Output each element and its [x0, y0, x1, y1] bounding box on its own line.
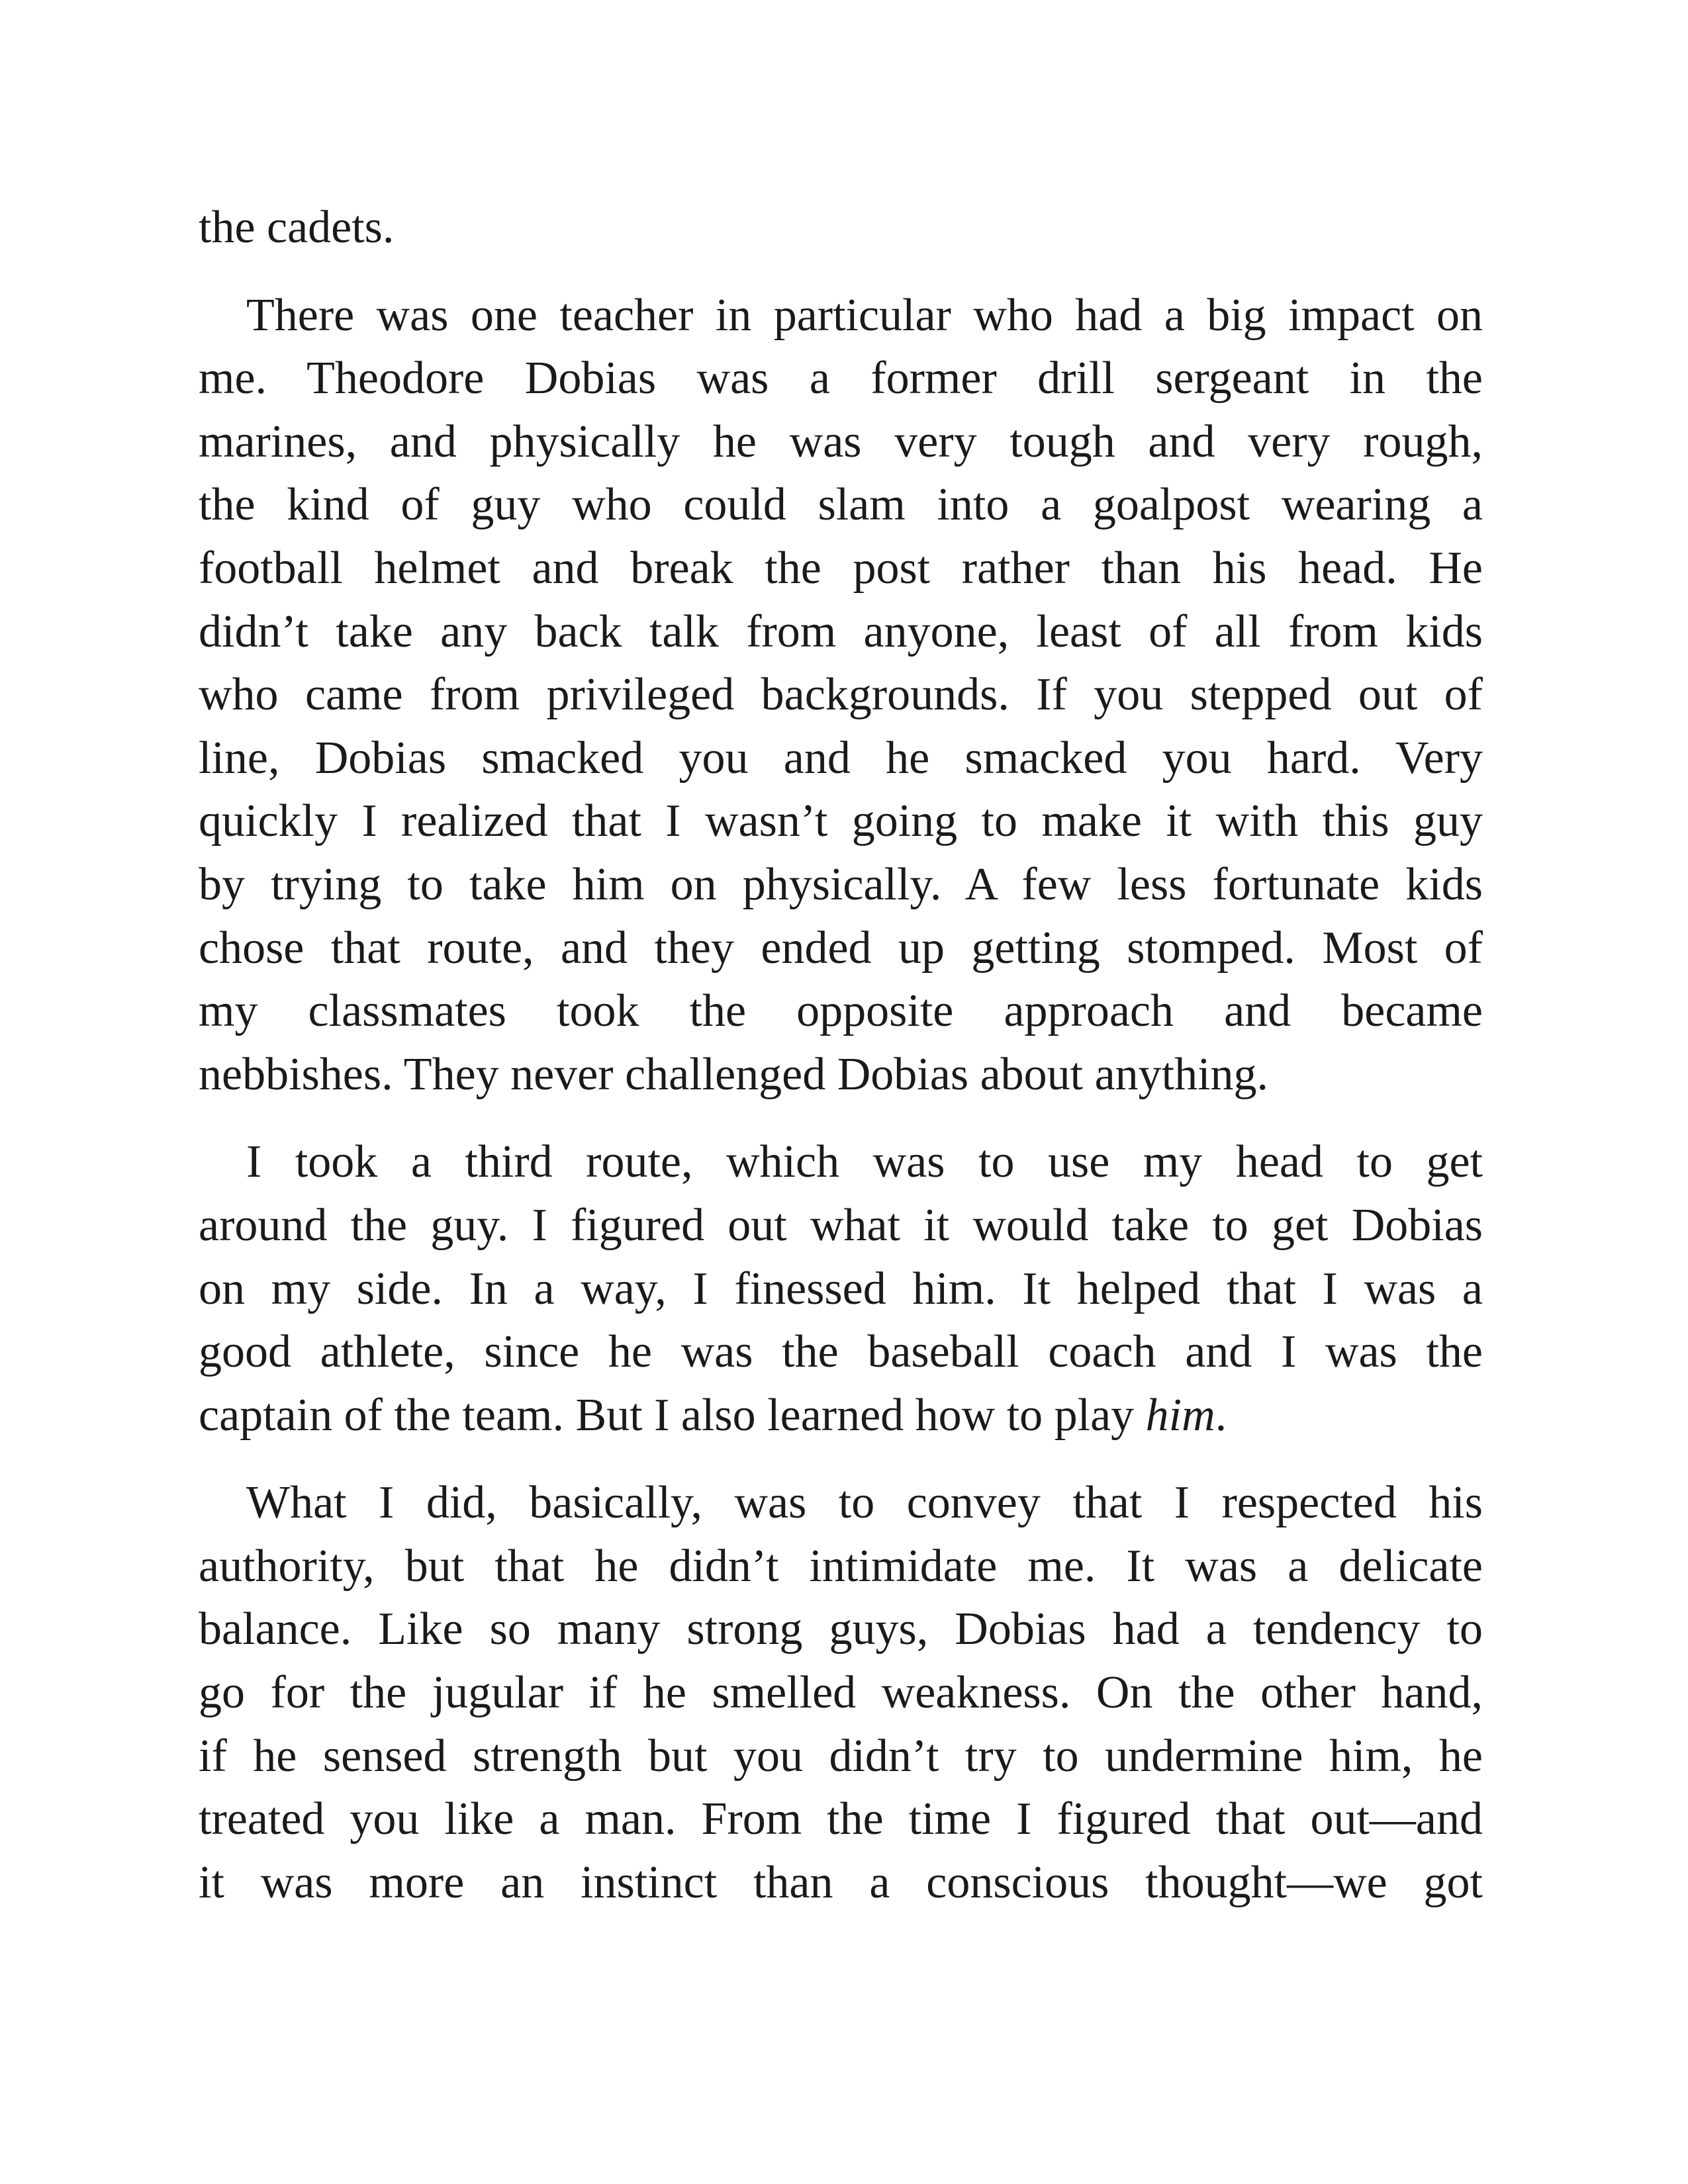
text-run: .: [1215, 1389, 1227, 1441]
paragraph-2: [199, 284, 1483, 1107]
text-line: by trying to take him on physically. A few less fortunate kids: [199, 858, 1483, 910]
emphasis-text: him: [1145, 1389, 1215, 1441]
text-line: What I did, basically, was to convey that I respected his: [246, 1477, 1483, 1529]
paragraph-4: [199, 1471, 1483, 1914]
text-line: me. Theodore Dobias was a former drill sergeant in the: [199, 353, 1483, 404]
text-line: who came from privileged backgrounds. If you stepped out of: [199, 669, 1483, 721]
text-line: go for the jugular if he smelled weakness. On the other hand,: [199, 1667, 1483, 1719]
text-line: balance. Like so many strong guys, Dobias had a tendency to: [199, 1604, 1483, 1655]
text-line: it was more an instinct than a conscious thought—we got: [199, 1856, 1483, 1908]
text-line: chose that route, and they ended up getting stomped. Most of: [199, 922, 1483, 974]
text-line: nebbishes. They never challenged Dobias about anything.: [199, 1048, 1269, 1100]
text-line: I took a third route, which was to use my head to get: [246, 1136, 1483, 1188]
text-line: [199, 1384, 1483, 1447]
text-line: treated you like a man. From the time I figured that out—and: [199, 1794, 1483, 1845]
text-line: the cadets.: [199, 202, 395, 253]
text-line: line, Dobias smacked you and he smacked you hard. Very: [199, 732, 1483, 784]
text-line: football helmet and break the post rather than his head. He: [199, 542, 1483, 594]
text-run: captain of the team. But I also learned how to play: [199, 1389, 1146, 1441]
text-line: my classmates took the opposite approach and became: [199, 985, 1483, 1037]
text-line: if he sensed strength but you didn’t try to undermine him, he: [199, 1730, 1483, 1782]
text-line: quickly I realized that I wasn’t going to make it with this guy: [199, 796, 1483, 847]
text-line: the kind of guy who could slam into a goalpost wearing a: [199, 479, 1483, 531]
text-line: on my side. In a way, I finessed him. It helped that I was a: [199, 1263, 1483, 1314]
text-line: good athlete, since he was the baseball coach and I was the: [199, 1326, 1483, 1378]
text-line: marines, and physically he was very tough and very rough,: [199, 416, 1483, 467]
text-line: around the guy. I figured out what it would take to get Dobias: [199, 1199, 1483, 1251]
text-line: authority, but that he didn’t intimidate me. It was a delicate: [199, 1540, 1483, 1592]
paragraph-3: [199, 1130, 1483, 1447]
text-line: didn’t take any back talk from anyone, least of all from kids: [199, 606, 1483, 657]
paragraph-1: [199, 196, 1483, 259]
body-text: [199, 196, 1483, 1914]
text-line: There was one teacher in particular who had a big impact on: [246, 289, 1483, 341]
